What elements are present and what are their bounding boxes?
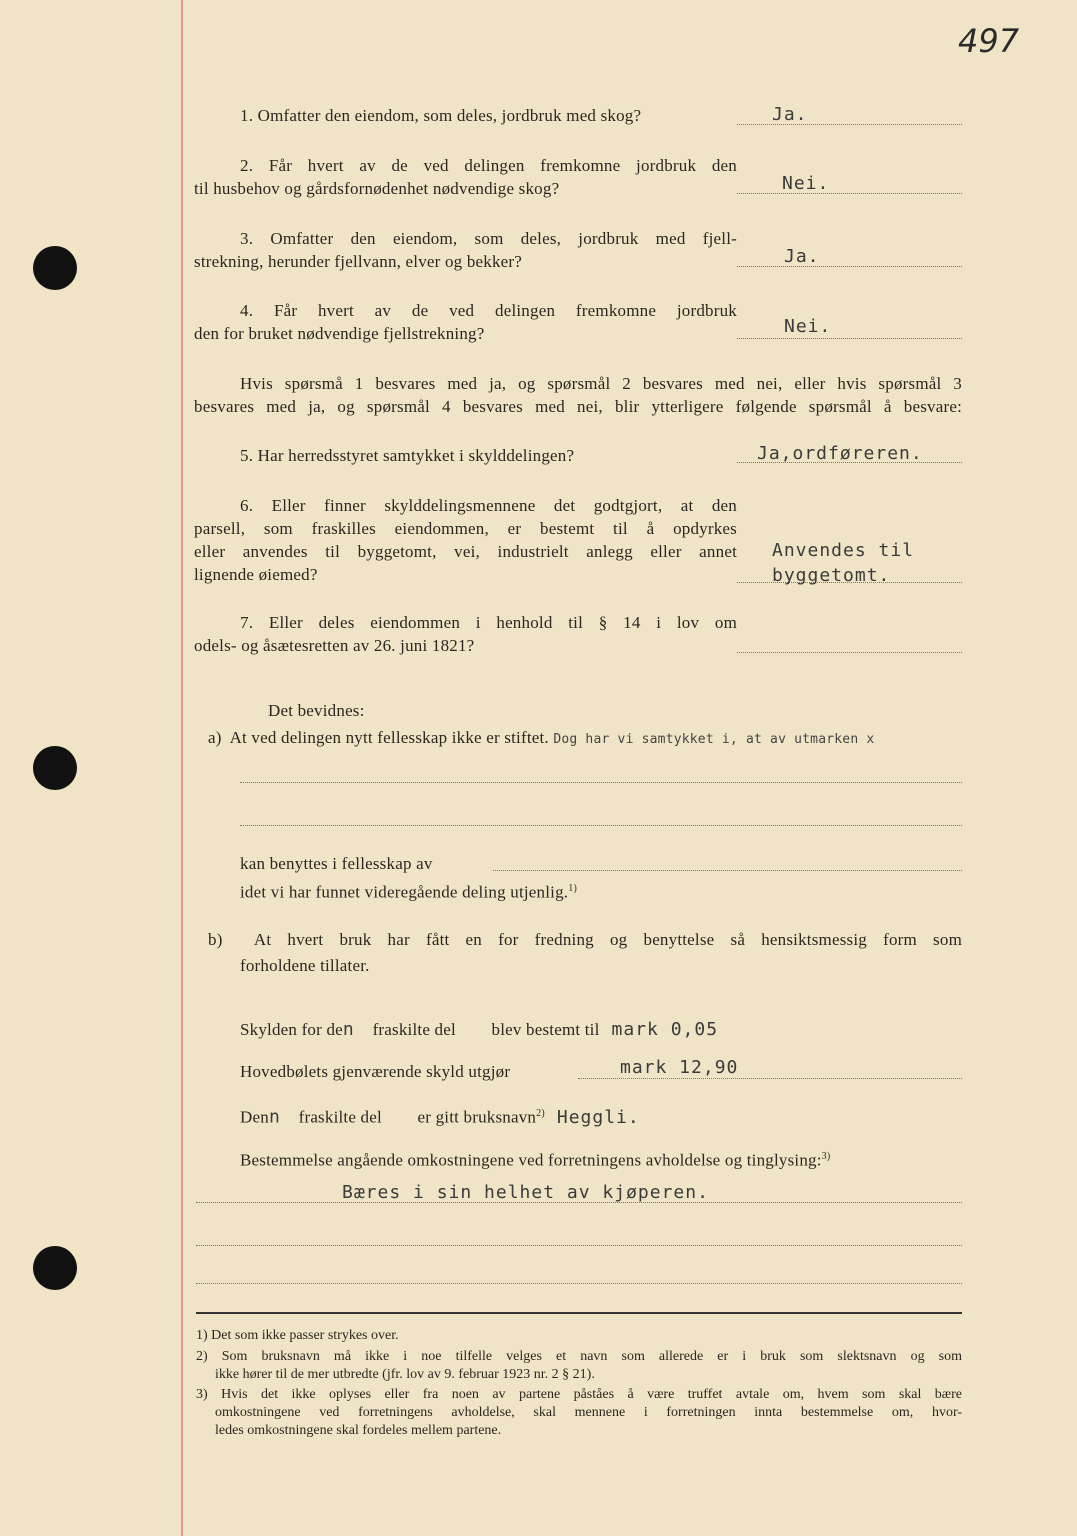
answer-3: Ja. <box>784 246 820 267</box>
footnote-2-line2: ikke hører til de mer utbredte (jfr. lov av 9. februar 1923 nr. 2 § 21). <box>215 1367 595 1382</box>
question-3: 3. Omfatter den eiendom, som deles, jordbruk med fjell- <box>240 229 738 248</box>
question-2-line2: til husbehov og gårdsfornødenhet nødvendige skog? <box>194 179 560 198</box>
certify-heading: Det bevidnes: <box>268 701 365 720</box>
question-2: 2. Får hvert av de ved delingen fremkomne jordbruk den <box>240 156 737 175</box>
question-6: 6. Eller finner skylddelingsmennene det godtgjort, at den <box>240 496 737 515</box>
page-number: 497 <box>958 22 1020 60</box>
skyld-value: mark 0,05 <box>611 1019 719 1040</box>
question-6-line3: eller anvendes til byggetomt, vei, industrielt anlegg eller annet <box>194 542 737 561</box>
question-7: 7. Eller deles eiendommen i henhold til § 14 i lov om <box>240 613 737 632</box>
footnote-1: 1) Det som ikke passer strykes over. <box>196 1328 399 1343</box>
certify-a-reason: idet vi har funnet videregående deling utjenlig.$^{1)}$ <box>240 882 577 902</box>
question-7-line2: odels- og åsætesretten av 26. juni 1821? <box>194 636 475 655</box>
certify-a: a) At ved delingen nytt fellesskap ikke er stiftet. Dog har vi samtykket i, at av utmarken x <box>208 728 875 747</box>
question-6-line2: parsell, som fraskilles eiendommen, er bestemt til å opdyrkes <box>194 519 737 538</box>
answer-6-line2: byggetomt. <box>772 565 891 586</box>
conditional-text-2: besvares med ja, og spørsmål 4 besvares med nei, blir ytterligere følgende spørsmål å besvare: <box>194 397 962 416</box>
question-6-line4: lignende øiemed? <box>194 565 318 584</box>
hovedbol-line: Hovedbølets gjenværende skyld utgjør <box>240 1062 511 1081</box>
skyld-line: Skylden for den fraskilte del blev bestemt til mark 0,05 <box>240 1019 719 1040</box>
footnote-2: 2) Som bruksnavn må ikke i noe tilfelle velges et navn som allerede er i bruk som slektsnavn og som <box>196 1349 963 1364</box>
footnote-3-line3: ledes omkostningene skal fordeles mellem partene. <box>215 1423 502 1438</box>
footnote-3-line2: omkostningene ved forretningens avholdelse, skal mennene i forretningen innta bestemmelse om, hvor- <box>215 1405 962 1420</box>
answer-6: Anvendes til <box>772 540 915 561</box>
conditional-text: Hvis spørsmå 1 besvares med ja, og spørsmål 2 besvares med nei, eller hvis spørsmål 3 <box>240 374 962 393</box>
omkostning-value: Bæres i sin helhet av kjøperen. <box>342 1182 709 1203</box>
footnote-3: 3) Hvis det ikke oplyses eller fra noen av partene påståes å være truffet avtale om, hvem som skal bære <box>196 1387 963 1402</box>
answer-1: Ja. <box>772 104 808 125</box>
punch-hole <box>33 746 77 790</box>
struck-text: Dog har vi samtykket i, at av utmarken x <box>553 732 875 747</box>
question-4: 4. Får hvert av de ved delingen fremkomne jordbruk <box>240 301 737 320</box>
question-1: 1. Omfatter den eiendom, som deles, jordbruk med skog? <box>240 106 642 125</box>
question-4-line2: den for bruket nødvendige fjellstrekning? <box>194 324 485 343</box>
omkostning-line: Bestemmelse angående omkostningene ved forretningens avholdelse og tinglysing:$^{3)}$ <box>240 1150 831 1170</box>
margin-line <box>181 0 183 1536</box>
hovedbol-value: mark 12,90 <box>620 1057 739 1078</box>
footnote-divider <box>196 1312 962 1314</box>
certify-a-common: kan benyttes i fellesskap av <box>240 854 433 873</box>
question-5: 5. Har herredsstyret samtykket i skylddelingen? <box>240 446 575 465</box>
punch-hole <box>33 1246 77 1290</box>
bruksnavn-line: Denn fraskilte del er gitt bruksnavn$^{2)}$ Heggli. <box>240 1106 640 1128</box>
punch-hole <box>33 246 77 290</box>
question-3-line2: strekning, herunder fjellvann, elver og bekker? <box>194 252 523 271</box>
answer-5: Ja,ordføreren. <box>757 443 923 464</box>
bruksnavn-value: Heggli. <box>556 1106 640 1128</box>
answer-2: Nei. <box>782 173 830 194</box>
answer-4: Nei. <box>784 316 832 337</box>
certify-b-line2: forholdene tillater. <box>240 956 370 975</box>
certify-b: b) At hvert bruk har fått en for fredning og benyttelse så hensiktsmessig form som <box>208 930 962 949</box>
